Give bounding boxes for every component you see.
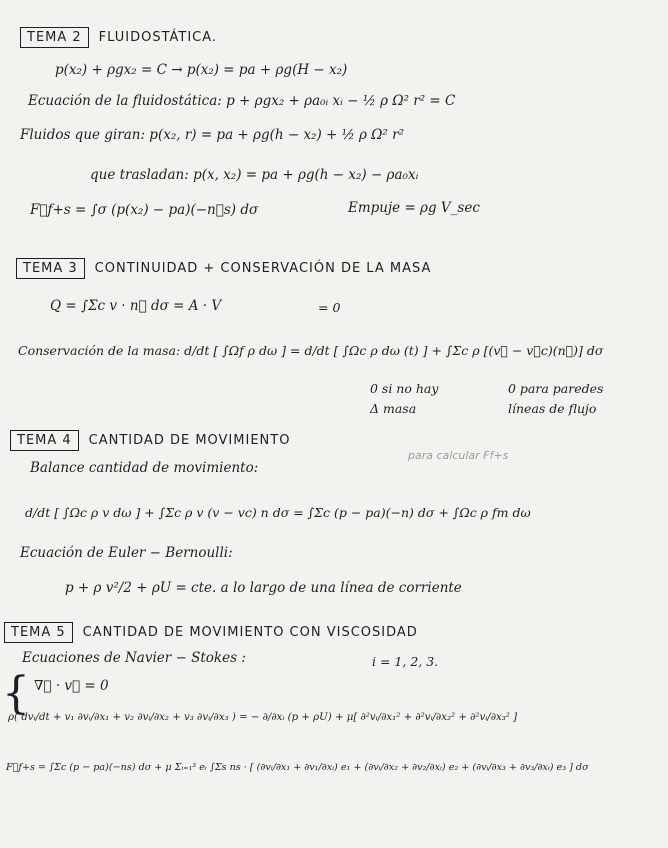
note-no-mass-change-1: 0 si no hay — [370, 381, 439, 396]
tema-5-badge: TEMA 5 — [4, 622, 73, 643]
note-no-mass-change-2: Δ masa — [370, 401, 417, 416]
mass-conservation-equation: Conservación de la masa: d/dt [ ∫Ωf ρ dω ] = d/dt [ ∫Ωc ρ dω (t) ] + ∫Σc ρ [(v⃗ − v⃗c)(n⃗)] dσ — [18, 343, 604, 358]
tema-4-badge: TEMA 4 — [10, 430, 79, 451]
hydrostatic-pressure-line: p(x₂) + ρgx₂ = C → p(x₂) = pa + ρg(H − x₂) — [55, 62, 348, 78]
translating-fluids-equation: que trasladan: p(x, x₂) = pa + ρg(h − x₂) − ρa₀xᵢ — [90, 167, 419, 183]
note-walls-1: 0 para paredes — [508, 381, 604, 396]
tema-5-title: CANTIDAD DE MOVIMIENTO CON VISCOSIDAD — [82, 625, 418, 640]
buoyancy-equation: Empuje = ρg V_sec — [348, 200, 480, 216]
tema-3-badge: TEMA 3 — [16, 258, 85, 279]
pencil-note-force: para calcular Ff+s — [408, 449, 509, 462]
rotating-fluids-equation: Fluidos que giran: p(x₂, r) = pa + ρg(h − x₂) + ½ ρ Ω² r² — [20, 127, 404, 143]
tema-3-header — [16, 258, 431, 279]
system-brace: { — [2, 668, 30, 719]
note-walls-2: líneas de flujo — [508, 401, 597, 416]
flow-rate-equation: Q = ∫Σc v · n⃗ dσ = A · V — [50, 298, 222, 314]
bernoulli-equation: p + ρ v²/2 + ρU = cte. a lo largo de una línea de corriente — [65, 580, 462, 596]
tema-4-title: CANTIDAD DE MOVIMIENTO — [88, 433, 291, 448]
continuity-equation: ∇⃗ · v⃗ = 0 — [34, 678, 109, 694]
tema-2-header — [20, 27, 217, 48]
navier-stokes-label: Ecuaciones de Navier − Stokes : — [22, 650, 246, 666]
euler-bernoulli-label: Ecuación de Euler − Bernoulli: — [20, 545, 233, 561]
tema-2-badge: TEMA 2 — [20, 27, 89, 48]
tema-3-title: CONTINUIDAD + CONSERVACIÓN DE LA MASA — [94, 261, 432, 276]
zero-annotation: = 0 — [318, 300, 341, 315]
navier-stokes-equation: ρ( dvᵢ/dt + v₁ ∂vᵢ/∂x₁ + v₂ ∂vᵢ/∂x₂ + v₃ ∂vᵢ/∂x₃ ) = − ∂/∂xᵢ (p + ρU) + μ[ ∂²vᵢ/∂x₁² + ∂²vᵢ/∂x₂² + ∂²vᵢ/∂x₃² ] — [8, 712, 518, 723]
momentum-balance-label: Balance cantidad de movimiento: — [30, 460, 259, 476]
viscous-surface-force-equation: F⃗f+s = ∫Σc (p − pa)(−ns) dσ + μ Σᵢ₌₁³ eᵢ ∫Σs ns · [ (∂vᵢ/∂x₁ + ∂v₁/∂xᵢ) e₁ + (∂vᵢ/∂x₂ + ∂v₂/∂xᵢ) e₂ + (∂vᵢ/∂x₃ + ∂v₃/∂xᵢ) e₃ ] dσ — [6, 762, 589, 773]
surface-force-equation: F⃗f+s = ∫σ (p(x₂) − pa)(−n⃗s) dσ — [30, 202, 259, 218]
tema-5-header — [4, 622, 418, 643]
fluidostatics-equation: Ecuación de la fluidostática: p + ρgx₂ + ρa₀ᵢ xᵢ − ½ ρ Ω² r² = C — [28, 93, 456, 109]
index-range-note: i = 1, 2, 3. — [372, 654, 439, 669]
tema-2-title: FLUIDOSTÁTICA. — [98, 30, 218, 45]
momentum-balance-equation: d/dt [ ∫Ωc ρ v dω ] + ∫Σc ρ v (v − vc) n dσ = ∫Σc (p − pa)(−n) dσ + ∫Ωc ρ fm dω — [25, 505, 531, 520]
tema-4-header — [10, 430, 290, 451]
